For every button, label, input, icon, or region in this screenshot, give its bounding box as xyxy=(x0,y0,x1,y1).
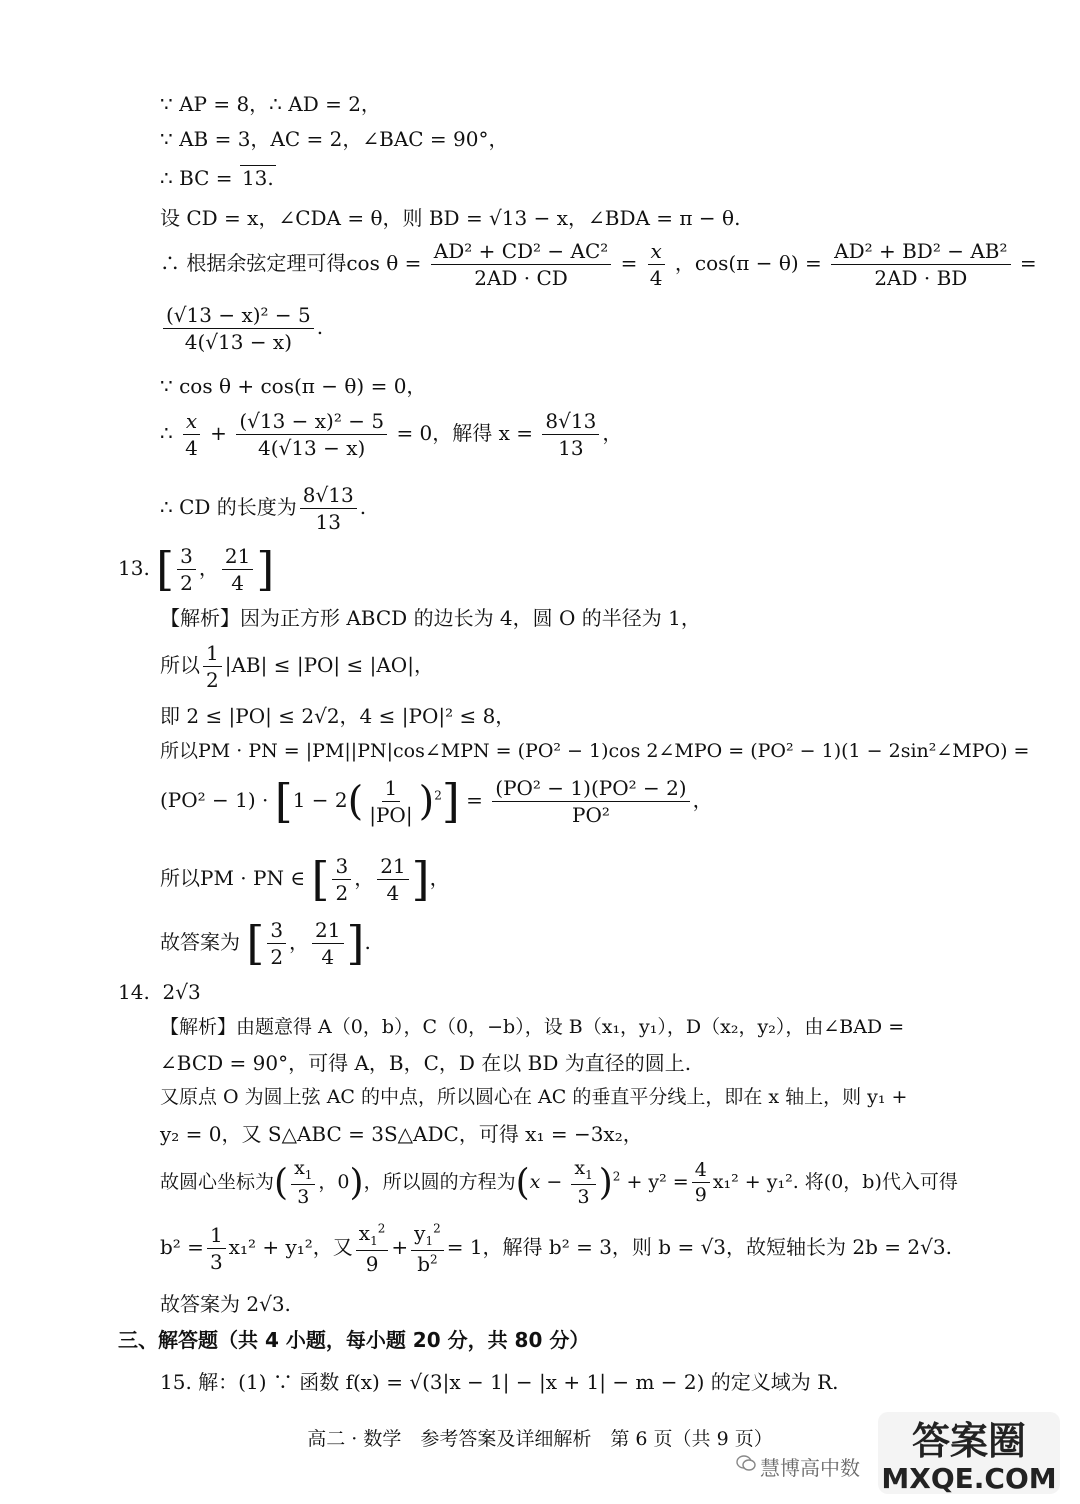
line-bc xyxy=(160,166,276,190)
q13-conclusion: 故答案为 [ $\frac{3}{2}$ ， $\frac{21}{4}$ ]. xyxy=(160,916,371,970)
watermark-text: 慧博高中数 xyxy=(760,1456,860,1480)
section-3-heading: 三、解答题（共 4 小题，每小题 20 分，共 80 分） xyxy=(118,1328,590,1352)
q13-analysis-4: 所以PM · PN = |PM||PN|cos∠MPN = (PO² − 1)cos 2∠MPO = (PO² − 1)(1 − 2sin²∠MPO) = xyxy=(160,740,1030,762)
fraction-x4: $\frac{x}{4}$ xyxy=(182,410,201,459)
q14-analysis-4: y₂ = 0，又 S△ABC = 3S△ADC，可得 x₁ = −3x₂， xyxy=(160,1122,643,1146)
q15-start: 15. 解：(1) ∵ 函数 f(x) = √(3|x − 1| − |x + 1| − m − 2) 的定义域为 R. xyxy=(160,1370,839,1394)
q14-analysis-1: 【解析】由题意得 A（0，b），C（0，−b），设 B（x₁，y₁），D（x₂，y₂），由∠BAD = xyxy=(160,1016,905,1038)
answer-circle-logo-icon xyxy=(876,1408,1062,1498)
q13-analysis-1: 【解析】因为正方形 ABCD 的边长为 4，圆 O 的半径为 1， xyxy=(160,606,701,630)
page-footer: 高二 · 数学 参考答案及详细解析 第 6 页（共 9 页） xyxy=(307,1428,773,1450)
line-sum-zero: ∵ cos θ + cos(π − θ) = 0， xyxy=(160,374,427,398)
q14-analysis-2: ∠BCD = 90°，可得 A，B，C，D 在以 BD 为直径的圆上. xyxy=(160,1051,692,1075)
svg-text:MXQE.COM: MXQE.COM xyxy=(881,1462,1057,1495)
fraction-po: $\frac{\text{(PO² − 1)(PO² − 2)}}{\text{PO²}}$ xyxy=(492,777,689,826)
cosine-prefix: ∴ 根据余弦定理可得cos θ = xyxy=(160,251,422,275)
bc-label: ∴ BC = xyxy=(160,166,239,190)
fraction-cos-pi-theta: $\frac{\text{AD² + BD² − AB²}}{2AD \cdot BD}$ xyxy=(831,240,1010,289)
q13-analysis-2: 所以 $\frac{1}{2}$ |AB| ≤ |PO| ≤ |AO|， xyxy=(160,641,434,692)
watermark-logo xyxy=(876,1408,1062,1498)
wechat-icon xyxy=(736,1454,756,1472)
line-set-cd: 设 CD = x，∠CDA = θ，则 BD = √13 − x，∠BDA = π − θ. xyxy=(160,206,741,230)
fraction-x-over-4: $\frac{x}{4}$ xyxy=(647,240,666,289)
q14-analysis-5: 故圆心坐标为( $\frac{x_1}{3}$ ，0)，所以圆的方程为(x − $\frac{x_1}{3}$ )$^2$ + y² = $\frac{4}{9}$ x₁² + y₁². 将(0，b)代入可得 xyxy=(160,1157,958,1208)
fraction-cos-theta: $\frac{\text{AD² + CD² − AC²}}{2AD \cdot CD}$ xyxy=(431,240,612,289)
q13-analysis-5: (PO² − 1) · [1 − 2( $\frac{1}{|PO|}$ )$^2$] = $\frac{\text{(PO² − 1)(PO² − 2)}}{\text{PO²}}$ ， xyxy=(160,774,713,828)
q13-answer: 13. [ $\frac{3}{2}$ ， $\frac{21}{4}$ ] xyxy=(118,542,275,596)
q14-answer xyxy=(118,980,201,1004)
q14-analysis-3: 又原点 O 为圆上弦 AC 的中点，所以圆心在 AC 的垂直平分线上，即在 x 轴上，则 y₁ + xyxy=(160,1086,908,1108)
q13-analysis-3: 即 2 ≤ |PO| ≤ 2√2，4 ≤ |PO|² ≤ 8， xyxy=(160,704,516,728)
q14-analysis-6: b² = $\frac{1}{3}$ x₁² + y₁²，又 $\frac{x_1^2}{9}$ + $\frac{y_1^2}{b^2}$ = 1，解得 b² = 3，则 b = √3，故短轴长为 2b = 2√3. xyxy=(160,1221,952,1277)
fraction-x-value: $\frac{8√13}{13}$ xyxy=(542,410,599,459)
line-solve-x: ∴ $\frac{x}{4}$ + $\frac{\text{(√13 − x)² − 5}}{4(√13 - x)}$ = 0，解得 x = $\frac{8√13}{13}$ ， xyxy=(160,409,623,460)
line-cos-result: $\frac{\text{(√13 − x)² − 5}}{4(√13 - x)}$ . xyxy=(160,304,323,353)
bc-value: 13. xyxy=(241,166,274,190)
line-cosine-law: ∴ 根据余弦定理可得cos θ = $\frac{\text{AD² + CD² − AC²}}{2AD \cdot CD}$ = $\frac{x}{4}$ ，cos(π − θ) = $\frac{\text{AD² + BD² − AB²}}{2AD \cdot BD}$ = xyxy=(160,239,1037,290)
q13-number: 13. xyxy=(118,556,150,581)
fraction-cd: $\frac{8√13}{13}$ xyxy=(300,484,357,533)
svg-text:答案圈: 答案圈 xyxy=(911,1419,1027,1463)
q14-number: 14. xyxy=(118,980,150,1004)
fraction-expr: $\frac{\text{(√13 − x)² − 5}}{4(√13 - x)}$ xyxy=(236,410,387,459)
q14-value: 2√3 xyxy=(162,980,201,1004)
line-cd-length: ∴ CD 的长度为 $\frac{8√13}{13}$ . xyxy=(160,483,367,534)
line-ap: ∵ AP = 8，∴ AD = 2， xyxy=(160,92,381,116)
line-ab-ac: ∵ AB = 3，AC = 2，∠BAC = 90°， xyxy=(160,127,509,151)
q13-analysis-6: 所以PM · PN ∈ [ $\frac{3}{2}$ ， $\frac{21}{4}$ ]， xyxy=(160,852,450,906)
fraction-cos-expression: $\frac{\text{(√13 − x)² − 5}}{4(√13 - x)}$ xyxy=(163,304,314,353)
q14-conclusion: 故答案为 2√3. xyxy=(160,1292,291,1316)
